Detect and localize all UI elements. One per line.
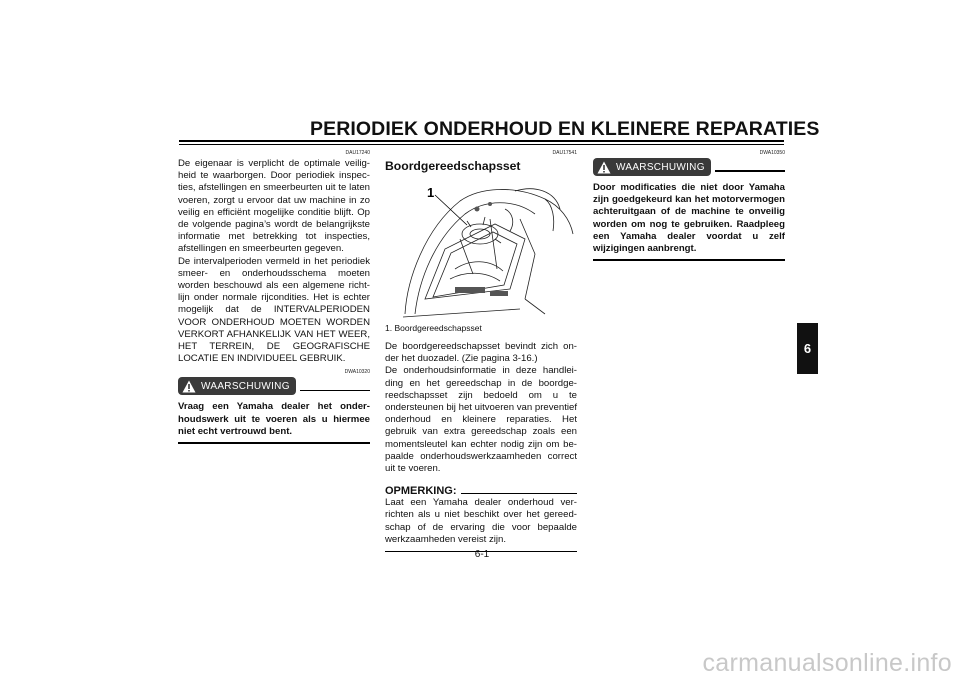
watermark: carmanualsonline.info: [702, 649, 952, 677]
chapter-tab: 6: [797, 323, 818, 374]
warning-header: [178, 377, 370, 395]
warning-triangle-icon: [182, 380, 196, 393]
section-heading: Boordgereedschapsset: [385, 159, 521, 173]
warning-text: Vraag een Yamaha dealer het onderhoudswerk uit te voeren als u hiermee niet echt vertrouwd bent.: [178, 401, 370, 437]
toolkit-location-paragraph: De boordgereedschapsset bevindt zich onder het duozadel. (Zie pagina 3-16.): [385, 341, 577, 365]
note-label: OPMERKING:: [385, 485, 457, 498]
section-code: DAU17240: [345, 150, 370, 156]
warning-triangle-icon: [597, 161, 611, 174]
warning-header: [593, 158, 785, 176]
warning-label: WAARSCHUWING: [616, 161, 705, 173]
warning-code: DWA10320: [344, 369, 370, 376]
figure-caption: 1. Boordgereedschapsset: [385, 323, 482, 333]
interval-paragraph: De intervalperioden vermeld in het periodiek smeer- en onderhoudsschema moeten worden beschouwd als een algemene richtlijn onder normale rijcondities. Het is echter mogelijk dat de INTERVALPERIODEN VOOR ONDERHOUD MOETEN WORDEN VERKORT AFHANKELIJK VAN HET WEER, HET TERREIN, DE GEOGRAFISCHE LOCATIE EN INDIVIDUEEL GEBRUIK.: [178, 255, 370, 365]
toolkit-usage-paragraph: De onderhoudsinformatie in deze handleiding en het gereedschap in de boordgereedschapsset zijn bedoeld om u te ondersteunen bij het uitvoeren van preventief onderhoud en kleinere reparaties. Het gebruik van extra gereedschap zoals een momentsleutel kan echter nodig zijn om bepaalde onderhoudswerkzaamheden correct uit te voeren.: [385, 365, 578, 475]
page-number: 6-1: [474, 549, 490, 560]
toolkit-figure: [385, 179, 577, 319]
warning-end-rule: [178, 442, 370, 444]
intro-paragraph: De eigenaar is verplicht de optimale veiligheid te waarborgen. Door periodiek inspecties, afstellingen en smeerbeurten uit te laten voeren, zorgt u ervoor dat uw machine in zo veilig en efficiënt mogelijke conditie blijft. Op de volgende pagina’s wordt de belangrijkste informatie met betrekking tot inspecties, afstellingen en smeerbeurten gegeven.: [178, 158, 370, 255]
note-header: [385, 485, 577, 497]
warning-rule: [715, 170, 785, 172]
warning-text: Door modificaties die niet door Yamaha zijn goedgekeurd kan het motorvermogen achteruitgaan of de machine te onveilig worden om nog te gebruiken. Raadpleeg een Yamaha dealer voordat u zelf wijzigingen aanbrengt.: [593, 182, 785, 255]
warning-label: WAARSCHUWING: [201, 380, 290, 392]
warning-badge: [593, 158, 711, 176]
title-rule: [179, 140, 784, 142]
note-rule: [461, 493, 578, 494]
page-title: PERIODIEK ONDERHOUD EN KLEINERE REPARATIES: [310, 118, 820, 140]
column-2: [385, 150, 577, 552]
warning-code: DWA10350: [759, 150, 785, 156]
note-text: Laat een Yamaha dealer onderhoud verrichten als u niet beschikt over het gereedschap of de ervaring die voor bepaalde werkzaamheden vereist zijn.: [385, 497, 577, 545]
column-1: [178, 150, 370, 444]
motorcycle-seat-illustration: [385, 179, 577, 319]
column-3: [593, 150, 785, 261]
warning-rule: [300, 390, 370, 392]
figure-callout: 1: [427, 185, 435, 200]
title-rule-thin: [179, 144, 784, 145]
section-code: DAU17541: [552, 150, 577, 156]
warning-badge: [178, 377, 296, 395]
warning-end-rule: [593, 259, 785, 261]
